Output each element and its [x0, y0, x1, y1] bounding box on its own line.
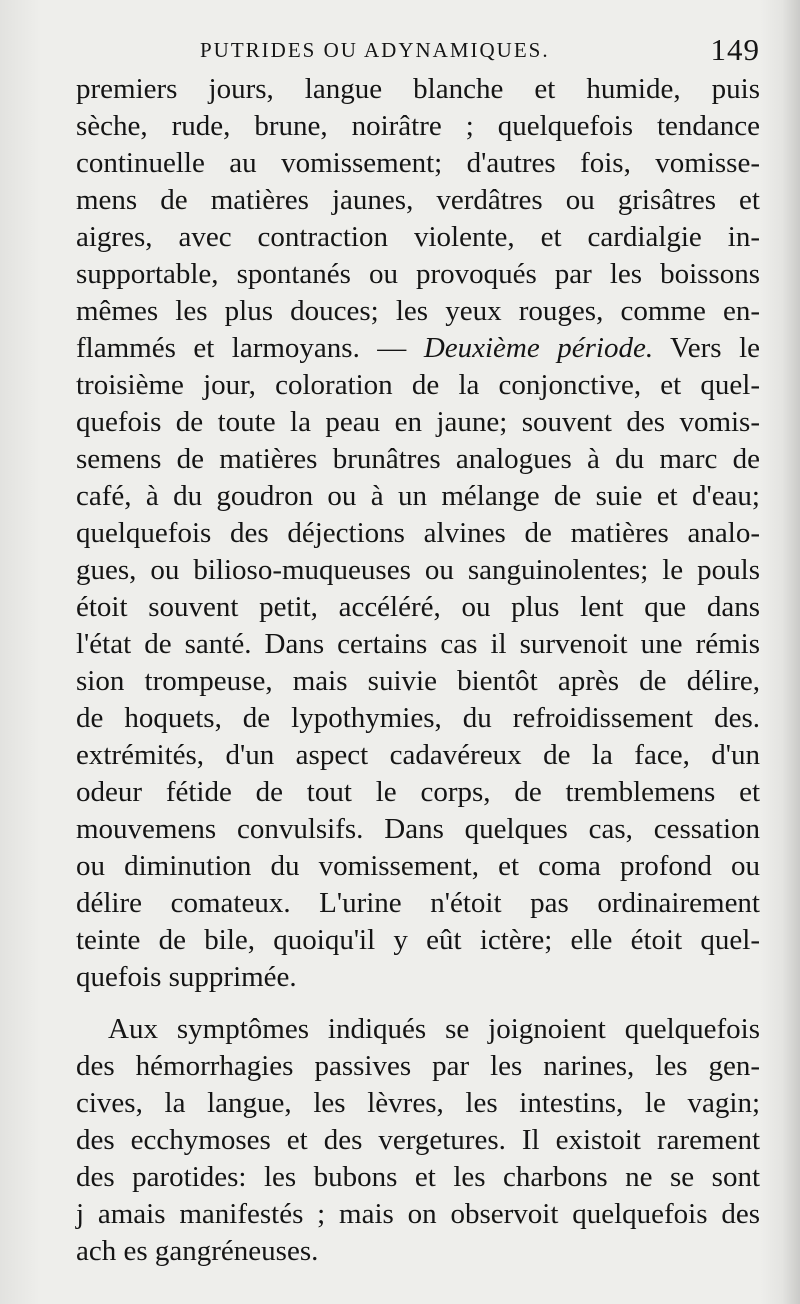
italic-period-label: Deuxième période. [423, 332, 654, 364]
text-line: délire comateux. L'urine n'étoit pas ordinairement [76, 887, 760, 919]
text-line: extrémités, d'un aspect cadavéreux de la face, d'un [76, 739, 760, 771]
text-line: des hémorrhagies passives par les narines, les gen- [76, 1050, 760, 1082]
text-line: café, à du goudron ou à un mélange de suie et d'eau; [76, 480, 760, 512]
text-segment: Vers le [670, 332, 761, 364]
text-line: cives, la langue, les lèvres, les intestins, le vagin; [76, 1087, 760, 1119]
page-number: 149 [710, 32, 760, 67]
text-line: mens de matières jaunes, verdâtres ou grisâtres et [76, 184, 760, 216]
text-line: semens de matières brunâtres analogues à du marc de [76, 443, 760, 475]
text-line: ou diminution du vomissement, et coma profond ou [76, 850, 760, 882]
text-line: supportable, spontanés ou provoqués par les boissons [76, 258, 760, 290]
running-title: PUTRIDES OU ADYNAMIQUES. [200, 38, 550, 62]
text-line: ach es gangréneuses. [76, 1235, 319, 1267]
text-line: quelquefois des déjections alvines de matières analo- [76, 517, 760, 549]
paragraph-start-line: Aux symptômes indiqués se joignoient quelquefois [108, 1013, 760, 1045]
page-header [190, 32, 760, 66]
text-line: sèche, rude, brune, noirâtre ; quelquefois tendance [76, 110, 760, 142]
text-line: l'état de santé. Dans certains cas il survenoit une rémis [76, 628, 760, 660]
text-line: mouvemens convulsifs. Dans quelques cas, cessation [76, 813, 760, 845]
text-line: des parotides: les bubons et les charbons ne se sont [76, 1161, 760, 1193]
text-line-with-italic [76, 330, 760, 367]
text-line: des ecchymoses et des vergetures. Il existoit rarement [76, 1124, 760, 1156]
text-segment: flammés et larmoyans. — [76, 332, 407, 364]
text-line: aigres, avec contraction violente, et cardialgie in- [76, 221, 760, 253]
text-line: j amais manifestés ; mais on observoit quelquefois des [76, 1198, 760, 1230]
text-line: gues, ou bilioso-muqueuses ou sanguinolentes; le pouls [76, 554, 760, 586]
text-line: étoit souvent petit, accéléré, ou plus lent que dans [76, 591, 760, 623]
text-line: sion trompeuse, mais suivie bientôt après de délire, [76, 665, 760, 697]
text-line: quefois supprimée. [76, 961, 297, 993]
text-line: quefois de toute la peau en jaune; souvent des vomis- [76, 406, 760, 438]
page-edge-shadow [782, 0, 800, 1304]
text-line: de hoquets, de lypothymies, du refroidissement des. [76, 702, 760, 734]
text-line: odeur fétide de tout le corps, de tremblemens et [76, 776, 760, 808]
text-line: continuelle au vomissement; d'autres fois, vomisse- [76, 147, 760, 179]
text-line: premiers jours, langue blanche et humide, puis [76, 73, 760, 105]
text-line: troisième jour, coloration de la conjonctive, et quel- [76, 369, 760, 401]
text-line: mêmes les plus douces; les yeux rouges, comme en- [76, 295, 760, 327]
text-line: teinte de bile, quoiqu'il y eût ictère; elle étoit quel- [76, 924, 760, 956]
